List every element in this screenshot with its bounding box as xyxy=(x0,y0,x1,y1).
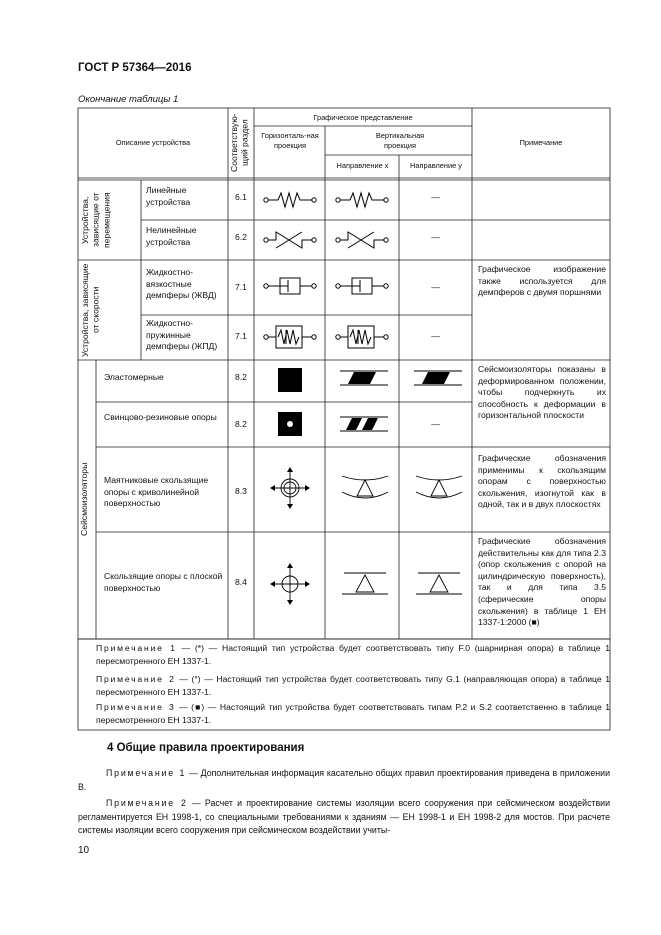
row-section: 6.2 xyxy=(235,232,247,242)
group-isolators: Сейсмоизоляторы xyxy=(79,462,89,537)
row-name: Жидкостно-вязкостные демпферы (ЖВД) xyxy=(146,267,217,301)
note-label: Примечание 2 xyxy=(96,674,176,684)
curved-slider-icon xyxy=(338,474,392,506)
remark-elastomer: Сейсмоизоляторы показаны в деформированном положении, чтобы подчеркнуть их способность к деформации в горизонтальной плоскости xyxy=(478,364,606,421)
spring-icon xyxy=(256,182,324,218)
flat-plan-icon xyxy=(270,562,310,606)
row-name: Скользящие опоры с плоской поверхностью xyxy=(104,571,223,593)
col-dir-y: Направление y xyxy=(410,161,462,170)
remark-pendulum: Графические обозначения применимы к скользящим опорам с поверхностью скольжения, изогнутой как в одной, так и в двух плоскостях xyxy=(478,453,606,510)
group-displacement: Устройства, зависящие от перемещения xyxy=(80,192,112,248)
row-y-value: — xyxy=(431,419,440,429)
col-horizontal: Горизонталь-ная проекция xyxy=(261,131,319,150)
row-section: 7.1 xyxy=(235,331,247,341)
nonlinear-icon xyxy=(328,222,396,258)
row-name: Линейные устройства xyxy=(146,185,191,207)
lead-rubber-side-icon xyxy=(336,416,392,432)
row-name: Свинцово-резиновые опоры xyxy=(104,412,217,422)
table-note xyxy=(96,701,610,727)
table-caption: Окончание таблицы 1 xyxy=(78,94,179,105)
curved-slider-icon xyxy=(412,474,466,506)
col-section: Соответствую-щий раздел xyxy=(229,113,250,173)
body-note xyxy=(78,767,610,794)
note-text: — (*) — Настоящий тип устройства будет соответствовать типу F.0 (шарнирная опора) в таблице 1 пересмотренного ЕН 1337-1. xyxy=(96,643,610,666)
row-section: 8.2 xyxy=(235,419,247,429)
note-text: — Расчет и проектирование системы изоляции всего сооружения при сейсмическом воздействии регламентируется ЕН 1998-1, со специальными требованиями к зданиям — ЕН 1998-1 и ЕН 1998-2 для мостов. При расчете системы изоляции всего сооружения при сейсмическом воздействии учиты- xyxy=(78,798,611,836)
note-text: — (■) — Настоящий тип устройства будет соответствовать типам P.2 и S.2 соответственно в таблице 1 пересмотренного ЕН 1337-1. xyxy=(96,702,610,725)
row-name: Маятниковые скользящие опоры с криволинейной поверхностью xyxy=(104,475,209,509)
note-label: Примечание 3 xyxy=(96,702,176,712)
elastomer-icon xyxy=(410,370,466,386)
row-name: Жидкостно-пружинные демпферы (ЖПД) xyxy=(146,318,218,352)
flat-slider-icon xyxy=(338,570,392,598)
elastomer-icon xyxy=(336,370,392,386)
nonlinear-icon xyxy=(256,222,324,258)
note-text: — (°) — Настоящий тип устройства будет соответствовать типу G.1 (направляющая опора) в таблице 1 пересмотренного ЕН 1337-1. xyxy=(96,674,610,697)
spring-icon xyxy=(328,182,396,218)
row-name: Эластомерные xyxy=(104,372,164,382)
damper-icon xyxy=(256,268,324,304)
row-section: 8.2 xyxy=(235,372,247,382)
note-label: Примечание 2 xyxy=(106,798,188,808)
remark-flat: Графические обозначения действительны как для типа 2.3 (опор скольжения с опорой на цилиндрическую поверхность), так и для типа 3.5 (сферические опоры скольжения) в таблице 1 ЕН 1337-1:2000 (■) xyxy=(478,536,606,628)
note-label: Примечание 1 xyxy=(96,643,177,653)
filled-square-icon xyxy=(276,366,304,394)
note-label: Примечание 1 xyxy=(106,768,187,778)
row-y-value: — xyxy=(431,232,440,242)
page-number: 10 xyxy=(78,845,90,856)
row-y-value: — xyxy=(431,331,440,341)
col-remark: Примечание xyxy=(519,138,563,147)
col-graphic: Графическое представление xyxy=(313,113,413,122)
row-section: 8.4 xyxy=(235,577,247,587)
row-section: 6.1 xyxy=(235,192,247,202)
row-section: 7.1 xyxy=(235,282,247,292)
remark-dampers: Графическое изображение также используется для демпферов с двумя поршнями xyxy=(478,264,606,298)
spring-damper-icon xyxy=(328,319,396,355)
body-note xyxy=(78,797,610,838)
group-velocity: Устройства, зависящие от скорости xyxy=(80,263,101,357)
note-text: — Дополнительная информация касательно общих правил проектирования приведена в приложении В. xyxy=(78,768,610,792)
flat-slider-icon xyxy=(412,570,466,598)
col-description: Описание устройства xyxy=(115,138,191,147)
lead-rubber-icon xyxy=(276,410,304,438)
row-y-value: — xyxy=(431,192,440,202)
damper-icon xyxy=(328,268,396,304)
spring-damper-icon xyxy=(256,319,324,355)
row-name: Нелинейные устройства xyxy=(146,225,197,247)
row-y-value: — xyxy=(431,282,440,292)
section-title: 4 Общие правила проектирования xyxy=(107,742,305,754)
pendulum-plan-icon xyxy=(270,466,310,510)
row-section: 8.3 xyxy=(235,486,247,496)
col-dir-x: Направление x xyxy=(336,161,389,170)
document-header: ГОСТ Р 57364—2016 xyxy=(78,62,192,74)
table-note xyxy=(96,642,610,668)
table-note xyxy=(96,673,610,699)
col-vertical: Вертикальная проекция xyxy=(375,131,425,150)
